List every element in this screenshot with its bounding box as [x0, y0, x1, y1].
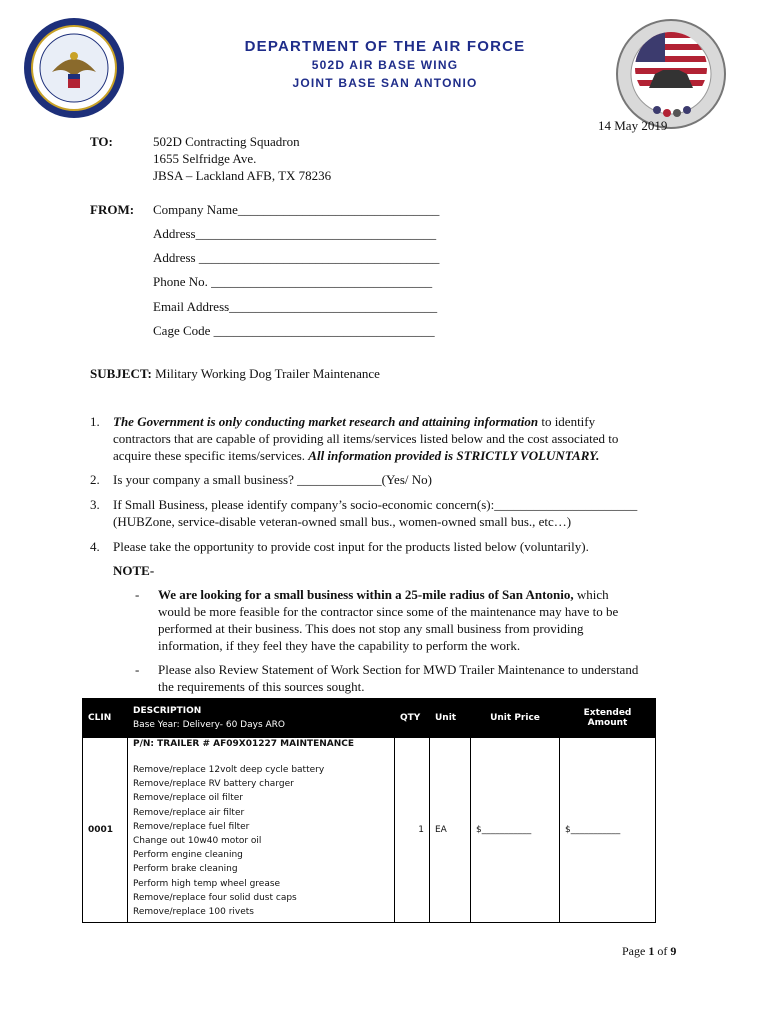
note-bullet-1-line-3: performed at their business. This does not stop any small business from providing	[158, 621, 584, 636]
list-item: Remove/replace 100 rivets	[133, 907, 254, 918]
item-2-number: 2.	[90, 472, 100, 487]
list-item: Remove/replace RV battery charger	[133, 779, 294, 790]
note-label: NOTE-	[113, 563, 155, 578]
list-item: Remove/replace four solid dust caps	[133, 892, 297, 903]
item-2-text: Is your company a small business? _____________(Yes/ No)	[113, 472, 432, 487]
to-label: TO:	[90, 134, 113, 149]
col-unit-price-header: Unit Price	[471, 699, 560, 738]
footer-of: of	[654, 944, 671, 958]
col-extended-amount-header: Extended Amount	[560, 699, 656, 738]
col-unit-header: Unit	[430, 699, 471, 738]
footer-page-prefix: Page	[622, 944, 649, 958]
header-base: JOINT BASE SAN ANTONIO	[292, 76, 478, 90]
clin-qty: 1	[395, 738, 430, 923]
col-clin-header: CLIN	[83, 699, 128, 738]
subject-label: SUBJECT:	[90, 366, 152, 381]
part-number: P/N: TRAILER # AF09X01227 MAINTENANCE	[133, 739, 355, 749]
list-item: Change out 10w40 motor oil	[133, 836, 262, 847]
clin-unit: EA	[430, 738, 471, 923]
col-description-delivery: Base Year: Delivery- 60 Days ARO	[133, 720, 286, 730]
list-item: Remove/replace fuel filter	[133, 821, 250, 832]
header-wing: 502D AIR BASE WING	[311, 58, 459, 72]
to-line-1: 502D Contracting Squadron	[153, 134, 300, 149]
item-1-text-3: acquire these specific items/services.	[113, 448, 309, 463]
item-4-text: Please take the opportunity to provide cost input for the products listed below (voluntarily).	[113, 539, 589, 554]
page-footer	[622, 944, 676, 959]
to-line-2: 1655 Selfridge Ave.	[153, 151, 257, 166]
item-3-line-1: If Small Business, please identify company’s socio-economic concern(s):______________________	[113, 497, 638, 512]
clin-pricing-table	[82, 698, 656, 923]
from-address2-field: Address _____________________________________	[153, 250, 440, 265]
clin-number: 0001	[83, 738, 128, 923]
item-1-emphasis: The Government is only conducting market research and attaining information	[113, 414, 539, 429]
footer-page-number: 1	[648, 944, 655, 958]
note-bullet-1-dash: -	[135, 587, 140, 602]
item-3-line-2: (HUBZone, service-disable veteran-owned small bus., women-owned small bus., etc…)	[113, 514, 572, 529]
clin-extended-amount-field[interactable]: $___________	[560, 738, 656, 923]
document-date: 14 May 2019	[598, 118, 668, 133]
footer-page-total: 9	[670, 944, 677, 958]
list-item: Remove/replace 12volt deep cycle battery	[133, 765, 325, 775]
item-4-number: 4.	[90, 539, 100, 554]
list-item: Perform brake cleaning	[133, 864, 238, 875]
note-bullet-1-which: which	[573, 587, 609, 602]
item-1-text-1: to identify	[538, 414, 596, 429]
col-description-title: DESCRIPTION	[133, 706, 202, 716]
from-phone-field: Phone No. __________________________________	[153, 274, 433, 289]
table-header-row	[83, 699, 656, 738]
header-department: DEPARTMENT OF THE AIR FORCE	[244, 38, 526, 55]
subject-text: Military Working Dog Trailer Maintenance	[155, 366, 380, 381]
list-item: Remove/replace air filter	[133, 807, 245, 818]
from-company-field: Company Name_______________________________	[153, 202, 440, 217]
note-bullet-1-line-1	[158, 586, 609, 603]
to-line-3: JBSA – Lackland AFB, TX 78236	[153, 168, 332, 183]
clin-unit-price-field[interactable]: $___________	[471, 738, 560, 923]
item-3-number: 3.	[90, 497, 100, 512]
col-description-header	[128, 699, 395, 738]
note-bullet-2-line-1: Please also Review Statement of Work Section for MWD Trailer Maintenance to understand	[158, 662, 639, 677]
list-item: Perform high temp wheel grease	[133, 878, 281, 889]
note-bullet-2-dash: -	[135, 662, 140, 677]
jbsa-logo	[615, 18, 727, 130]
list-item: Perform engine cleaning	[133, 850, 243, 861]
from-email-field: Email Address________________________________	[153, 299, 438, 314]
item-1-number: 1.	[90, 414, 100, 429]
note-bullet-1-line-2: would be more feasible for the contractor since some of the maintenance may have to be	[158, 604, 619, 619]
note-bullet-1-line-4: information, if they feel they have the capability to perform the work.	[158, 638, 521, 653]
table-row	[83, 738, 656, 923]
item-1-voluntary: All information provided is STRICTLY VOLUNTARY.	[308, 448, 600, 463]
item-1-line-1	[113, 413, 595, 430]
from-cage-field: Cage Code __________________________________	[153, 323, 435, 338]
clin-description	[128, 738, 395, 923]
work-items-list	[133, 763, 389, 919]
subject-line	[90, 365, 380, 382]
from-address-field: Address_____________________________________	[153, 226, 437, 241]
col-qty-header: QTY	[395, 699, 430, 738]
note-bullet-1-emphasis: We are looking for a small business within a 25-mile radius of San Antonio,	[158, 587, 574, 602]
list-item: Remove/replace oil filter	[133, 793, 243, 804]
note-bullet-2-line-2: the requirements of this sources sought.	[158, 679, 365, 694]
from-label: FROM:	[90, 202, 135, 217]
item-1-line-2: contractors that are capable of providing all items/services listed below and the cost associated to	[113, 431, 619, 446]
item-1-line-3	[113, 447, 599, 464]
